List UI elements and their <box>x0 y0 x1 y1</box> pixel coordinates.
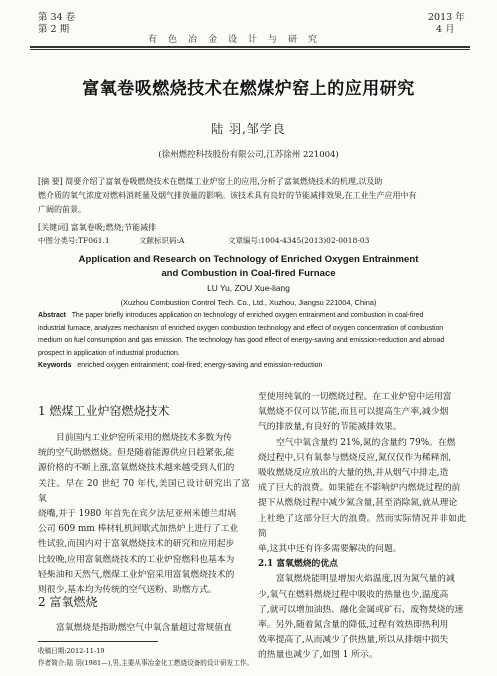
text-line: 了,就可以增加油热、融化金属或矿石、废物焚烧的速 <box>258 604 464 615</box>
authors-cn: 陆 羽,邹学良 <box>211 122 286 136</box>
received-date: 收稿日期:2012-11-19 <box>38 647 105 655</box>
text-line: 空气中氧含量约 21%,氮的含量约 79%。在燃 <box>276 437 456 448</box>
abstract-cn <box>38 175 463 217</box>
abstract-en-line: medium on fuel consumption and gas emission. The technology has good effect of energy-saving and emission-reduction and abroad <box>38 337 445 345</box>
text-line: 烧嘴,并于 1980 年首先在宾夕法尼亚州米德兰坩埚 <box>38 509 236 520</box>
text-line: 目前国内工业炉窑所采用的燃烧技术多数为传 <box>56 433 232 443</box>
volume-label: 第 34 卷 <box>38 12 76 23</box>
text-line: 富氧燃烧能明显增加火焰温度,因为氮气量的减 <box>276 574 455 585</box>
text-line: 公司 609 mm 棒材轧机间歇式加热炉上进行了工业 <box>38 524 239 535</box>
keywords-en-label: Keywords <box>38 362 72 369</box>
text-line: 至使用纯氧的一切燃烧过程。在工业炉窑中运用富 <box>258 392 452 402</box>
class-number: 中图分类号:TF061.1 <box>38 236 110 245</box>
text-line: 上杜绝了这部分巨大的浪费。然而实际情况并非如此简 <box>258 513 466 539</box>
text-line: 吸收燃烧反应放出的大量的热,并从烟气中排走,造 <box>258 468 449 479</box>
keywords-cn: [关键词] 富氧卷吸;燃烧;节能减排 <box>38 223 157 232</box>
journal-name: 有色冶金设计与研究 <box>148 35 329 45</box>
abstract-en-label: Abstract <box>38 312 66 319</box>
keywords-en <box>38 362 322 369</box>
text-line: 则很少,基本均为传统的空气送粉、助燃方式。 <box>38 585 217 596</box>
text-line: 单,这其中还有许多需要解决的问题。 <box>258 544 402 555</box>
text-line: 烧过程中,只有氧参与燃烧反应,氮仅仅作为稀释剂, <box>258 452 452 463</box>
article-number: 文章编号:1004-4345(2013)02-0018-03 <box>228 236 370 245</box>
abstract-en-line: The paper briefly introduces application on technology of enriched oxygen entrainment and combustion in coal-fired <box>71 312 424 319</box>
affiliation-en: (Xuzhou Combustion Control Tech. Co., Ltd., Xuzhou, Jiangsu 221004, China) <box>120 298 377 307</box>
header-rule <box>30 46 470 48</box>
text-line: 源价格的不断上涨,富氧燃烧技术越来越受到人们的 <box>38 463 235 474</box>
text-line: 氧燃烧不仅可以节能,而且可以提高生产率,减少烟 <box>258 407 449 418</box>
issue-label: 第 2 期 <box>38 24 70 35</box>
text-line: 成了巨大的浪费。如果能在不影响炉内燃烧过程的前 <box>258 483 461 494</box>
right-column <box>258 390 466 664</box>
footnote-rule <box>38 641 158 642</box>
keywords-en-text: enriched oxygen entrainment; coal-fired; energy-saving and emission-reduction <box>77 362 323 369</box>
text-line: 关注。早在 20 世纪 70 年代,美国已设计研究出了富氧 <box>38 478 250 504</box>
month-label: 4 月 <box>436 24 455 35</box>
year-label: 2013 年 <box>428 12 465 23</box>
article-title-en: Application and Research on Technology of Enriched Oxygen Entrainment <box>78 254 419 265</box>
left-paragraph-1 <box>38 431 250 598</box>
article-title-en-line2: and Combustion in Coal-fired Furnace <box>161 268 336 279</box>
text-line: 少,氧气在燃料燃烧过程中吸收的热量也少,温度高 <box>258 589 449 600</box>
abstract-en-line: industrial furnace, analyzes mechanism of enriched oxygen combustion technology and effect of oxygen concentration of combustion <box>38 324 444 332</box>
abstract-en-line: prospect in application of industrial production. <box>38 349 180 357</box>
text-line: 性试验,而国内对于富氧燃烧技术的研究和应用起步 <box>38 539 235 550</box>
left-paragraph-2: 富氧燃烧是指助燃空气中氧含量超过常规值直 <box>56 623 232 633</box>
abstract-en <box>38 310 468 360</box>
author-note: 作者简介:陆 羽(1981—),男,主要从事冶金化工燃烧设备的设计研发工作。 <box>38 659 254 667</box>
text-line: 统的空气助燃燃烧。但是随着能源供应日趋紧张,能 <box>38 448 235 459</box>
affiliation-cn: (徐州燃控科技股份有限公司,江苏徐州 221004) <box>158 150 339 160</box>
authors-en: LU Yu, ZOU Xue-liang <box>207 283 290 293</box>
abstract-cn-line: 广阔的前景。 <box>38 205 86 214</box>
abstract-cn-line: 燃介质的氧气浓度对燃料消耗量及烟气排放量的影响。该技术具有良好的节能减排效果,在工业生产应用中有 <box>38 191 417 200</box>
article-title-cn: 富氧卷吸燃烧技术在燃煤炉窑上的应用研究 <box>82 79 415 99</box>
section-2-title: 2 富氧燃烧 <box>38 595 98 609</box>
text-line: 比较晚,应用富氧燃烧技术的工业炉窑燃料也基本为 <box>38 554 235 565</box>
section-1-title: 1 燃煤工业炉窑燃烧技术 <box>38 404 170 418</box>
subsection-2-1-title: 2.1 富氧燃烧的优点 <box>258 559 338 570</box>
document-code: 文献标识码:A <box>139 236 185 245</box>
text-line: 率。另外,随着氮含量的降低,过程有效热即热利用 <box>258 620 449 631</box>
text-line: 效率提高了,从而减少了供热量,所以从排烟中损失 <box>258 635 449 646</box>
text-line: 轻柴油和天然气,燃煤工业炉窑采用富氧燃烧技术的 <box>38 569 235 580</box>
header-rule-thin <box>30 49 470 50</box>
text-line: 的热量也减少了,如图 1 所示。 <box>258 650 378 661</box>
abstract-cn-line: [摘 要] 简要介绍了富氧卷吸燃烧技术在燃煤工业炉窑上的应用,分析了富氧燃烧技术的机理,以及助 <box>38 177 383 186</box>
text-line: 提下从燃烧过程中减少氮含量,甚至消除氮,就从理论 <box>258 498 458 509</box>
text-line: 气的排放量,有良好的节能减排效果。 <box>258 422 402 433</box>
